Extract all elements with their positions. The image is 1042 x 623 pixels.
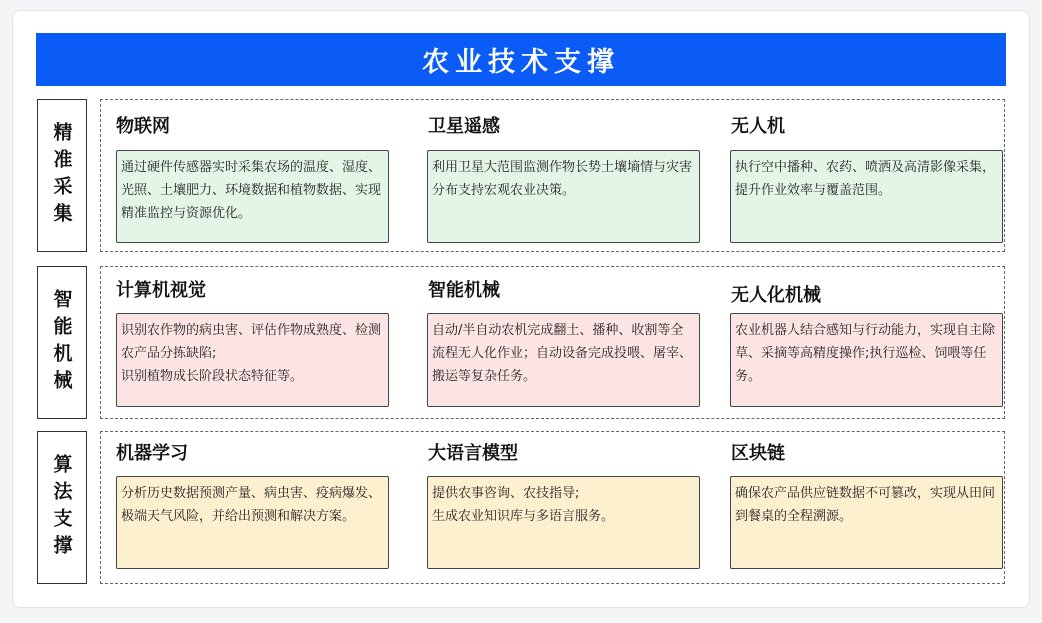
item-desc-unmanned-machinery: 农业机器人结合感知与行动能力，实现自主除草、采摘等高精度操作;执行巡检、饲喂等任务。 <box>730 313 1003 407</box>
diagram-title: 农业技术支撑 <box>36 33 1006 86</box>
item-title-iot: 物联网 <box>116 116 170 137</box>
item-desc-satellite: 利用卫星大范围监测作物长势土壤墒情与灾害分布支持宏观农业决策。 <box>427 150 700 243</box>
item-desc-llm: 提供农事咨询、农技指导; 生成农业知识库与多语言服务。 <box>427 476 700 569</box>
item-desc-smart-machinery: 自动/半自动农机完成翻土、播种、收割等全流程无人化作业；自动设备完成投喂、屠宰、搬运等复杂任务。 <box>427 313 700 407</box>
item-desc-iot: 通过硬件传感器实时采集农场的温度、湿度、光照、土壤肥力、环境数据和植物数据、实现精准监控与资源优化。 <box>116 150 389 243</box>
row-label-text: 精准采集 <box>50 121 73 230</box>
row-label-precision-collection <box>37 99 87 252</box>
item-title-unmanned-machinery: 无人化机械 <box>731 285 821 306</box>
item-title-blockchain: 区块链 <box>731 443 785 464</box>
item-desc-blockchain: 确保农产品供应链数据不可篡改，实现从田间到餐桌的全程溯源。 <box>730 476 1003 569</box>
item-desc-drone: 执行空中播种、农药、喷洒及高清影像采集，提升作业效率与覆盖范围。 <box>730 150 1003 243</box>
row-label-text: 智能机械 <box>50 288 73 397</box>
row-label-text: 算法支撑 <box>50 453 73 562</box>
item-desc-computer-vision: 识别农作物的病虫害、评估作物成熟度、检测农产品分拣缺陷; 识别植物成长阶段状态特征等。 <box>116 313 389 407</box>
item-title-machine-learning: 机器学习 <box>116 443 188 464</box>
item-desc-machine-learning: 分析历史数据预测产量、病虫害、疫病爆发、极端天气风险，并给出预测和解决方案。 <box>116 476 389 569</box>
item-title-drone: 无人机 <box>731 116 785 137</box>
item-title-smart-machinery: 智能机械 <box>428 280 500 301</box>
item-title-satellite: 卫星遥感 <box>428 116 500 137</box>
item-title-computer-vision: 计算机视觉 <box>116 280 206 301</box>
row-label-smart-machinery <box>37 266 87 419</box>
row-label-algorithm-support <box>37 431 87 584</box>
item-title-llm: 大语言模型 <box>428 443 518 464</box>
